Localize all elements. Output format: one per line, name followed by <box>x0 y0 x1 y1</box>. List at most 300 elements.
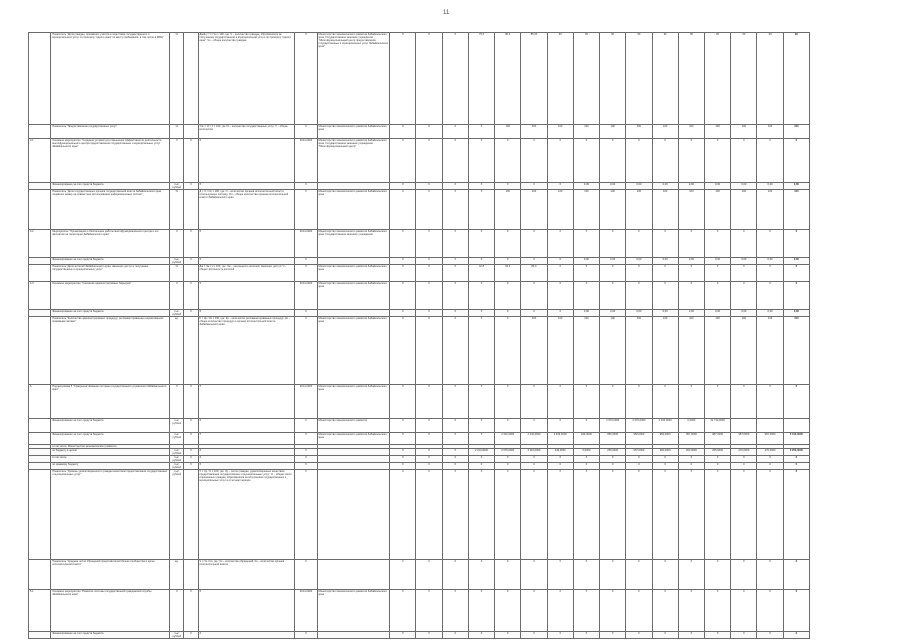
row-formula: X <box>198 449 295 456</box>
row-value: X <box>442 139 468 183</box>
row-flag: X <box>184 463 198 470</box>
row-value: 100 <box>495 190 521 230</box>
row-value: X <box>416 632 442 639</box>
row-value: X <box>390 419 416 433</box>
row-value: X <box>626 265 652 282</box>
row-value: X <box>573 385 599 419</box>
row-value: 2 079,0000 <box>495 449 521 456</box>
row-value: X <box>678 282 704 310</box>
row-value: 63,3 <box>495 265 521 282</box>
row-period: X <box>295 310 317 317</box>
row-number <box>29 310 51 317</box>
row-value: 100 <box>757 317 783 385</box>
row-value: X <box>573 282 599 310</box>
row-number <box>29 265 51 282</box>
row-value: 0,00 <box>705 310 731 317</box>
row-value: X <box>390 449 416 456</box>
row-value: X <box>547 230 573 258</box>
row-value: X <box>442 317 468 385</box>
row-value: X <box>390 560 416 590</box>
row-flag: X <box>184 590 198 632</box>
row-value: X <box>468 470 494 560</box>
row-value: X <box>573 265 599 282</box>
row-value: X <box>468 419 494 433</box>
row-unit: % <box>170 125 184 139</box>
row-number: 4.1 <box>29 139 51 183</box>
row-value: 0 <box>468 463 494 470</box>
table-row <box>29 139 810 183</box>
row-value: 90 <box>547 33 573 125</box>
row-value: X <box>468 560 494 590</box>
row-value: 2 444,0000 <box>521 433 547 445</box>
row-value: X <box>468 139 494 183</box>
row-value: X <box>547 139 573 183</box>
row-value: 100 <box>521 317 547 385</box>
row-value: X <box>652 560 678 590</box>
row-value: 100 <box>600 317 626 385</box>
row-value: X <box>468 125 494 139</box>
row-period: 2014-2020 <box>295 230 317 258</box>
row-value: 0,00 <box>600 310 626 317</box>
row-name: Финансирование за счет средств бюджета <box>51 310 170 317</box>
row-period: X <box>295 463 317 470</box>
row-value: X <box>731 139 757 183</box>
row-value: X <box>416 230 442 258</box>
row-formula: X <box>198 463 295 470</box>
row-period: 2014-2020 <box>295 590 317 632</box>
row-period: X <box>295 419 317 433</box>
row-value: X <box>442 632 468 639</box>
row-value: X <box>705 385 731 419</box>
row-responsible <box>317 463 390 470</box>
row-value: X <box>626 282 652 310</box>
row-name: Показатель "Доля жителей Забайкальского края, имеющих доступ к получению государственных и муниципальных услуг" <box>51 265 170 282</box>
row-value: 987,0000 <box>705 433 731 445</box>
row-value: X <box>495 385 521 419</box>
row-formula: X <box>198 456 295 463</box>
row-value: 0,00 <box>626 183 652 190</box>
row-formula: X <box>198 139 295 183</box>
row-value: X <box>442 230 468 258</box>
row-value: 0,00 <box>600 183 626 190</box>
row-period: 2014-2020 <box>295 385 317 419</box>
row-responsible <box>317 310 390 317</box>
row-value: 100 <box>731 190 757 230</box>
row-value: X <box>600 456 626 463</box>
row-value: X <box>573 590 599 632</box>
row-value: X <box>547 258 573 265</box>
row-value: X <box>600 560 626 590</box>
row-value: X <box>468 385 494 419</box>
row-value: X <box>390 317 416 385</box>
row-value: X <box>652 632 678 639</box>
row-value: X <box>416 385 442 419</box>
row-value: X <box>757 470 783 560</box>
row-name: Финансирование за счет средств бюджета <box>51 258 170 265</box>
row-value: X <box>783 265 809 282</box>
row-name: Показатель "Уровень удовлетворенности граждан качеством предоставления государственных и муниципальных услуг" <box>51 470 170 560</box>
row-value: X <box>705 560 731 590</box>
row-value: X <box>626 456 652 463</box>
row-value: 0 <box>705 463 731 470</box>
row-number <box>29 419 51 433</box>
row-value: X <box>573 139 599 183</box>
row-value: 100 <box>547 125 573 139</box>
row-value: 100 <box>757 190 783 230</box>
row-flag: X <box>184 449 198 456</box>
row-value: X <box>678 265 704 282</box>
row-unit: X <box>170 590 184 632</box>
row-unit: ед. <box>170 560 184 590</box>
row-value: 2 499,0000 <box>547 433 573 445</box>
row-value: X <box>678 560 704 590</box>
row-value: X <box>757 139 783 183</box>
row-value: X <box>783 230 809 258</box>
row-value: 2 070,0000 <box>626 419 652 433</box>
row-value: X <box>468 183 494 190</box>
row-value: 90 <box>626 33 652 125</box>
row-value: X <box>390 33 416 125</box>
row-flag: X <box>184 258 198 265</box>
row-value: X <box>416 139 442 183</box>
row-number <box>29 456 51 463</box>
row-value: 2 310,0000 <box>495 433 521 445</box>
row-number <box>29 258 51 265</box>
row-value: X <box>468 310 494 317</box>
row-value: X <box>600 230 626 258</box>
row-value: X <box>495 183 521 190</box>
row-value: X <box>521 590 547 632</box>
row-formula: X <box>198 385 295 419</box>
row-value: X <box>705 230 731 258</box>
row-value: X <box>521 258 547 265</box>
row-value: X <box>600 470 626 560</box>
row-flag <box>184 33 198 125</box>
row-name: Финансирование за счет средств бюджета <box>51 433 170 445</box>
row-flag <box>184 317 198 385</box>
row-value: 0 <box>783 463 809 470</box>
row-value: X <box>547 470 573 560</box>
row-flag: X <box>184 385 198 419</box>
row-value: X <box>678 470 704 560</box>
row-value: 32 710,0000 <box>705 419 731 433</box>
row-value: X <box>442 282 468 310</box>
row-value: 0,00 <box>652 310 678 317</box>
row-value: 90 <box>731 33 757 125</box>
row-name: по бюджету в целом <box>51 449 170 456</box>
row-value: 100 <box>652 190 678 230</box>
row-value: 0,00 <box>731 310 757 317</box>
table-row <box>29 317 810 385</box>
row-value: X <box>416 317 442 385</box>
row-value: X <box>731 470 757 560</box>
row-value: 100 <box>547 190 573 230</box>
row-name: Финансирование за счет средств бюджета <box>51 419 170 433</box>
row-value: X <box>390 282 416 310</box>
table-row <box>29 230 810 258</box>
row-value: X <box>600 265 626 282</box>
row-value: X <box>521 230 547 258</box>
program-table <box>28 32 810 638</box>
row-value: X <box>757 560 783 590</box>
row-value: 2 110,0000 <box>521 449 547 456</box>
row-number: 4.3 <box>29 282 51 310</box>
row-value: 100 <box>783 125 809 139</box>
row-value: X <box>547 183 573 190</box>
row-value: X <box>390 190 416 230</box>
row-value: 100 <box>573 125 599 139</box>
row-value: X <box>547 632 573 639</box>
row-period: 2014-2020 <box>295 139 317 183</box>
row-value: 950,0000 <box>652 433 678 445</box>
row-value: X <box>783 385 809 419</box>
row-unit: тыс. рублей <box>170 470 184 560</box>
row-value: X <box>600 632 626 639</box>
row-name: Показатель "Среднее число обращений представителей бизнес-сообщества в орган исполнительной власти" <box>51 560 170 590</box>
row-value: 100 <box>573 190 599 230</box>
row-value: 100 <box>783 190 809 230</box>
row-value: X <box>547 590 573 632</box>
row-period: X <box>295 265 317 282</box>
row-value <box>731 419 757 433</box>
row-flag <box>184 265 198 282</box>
row-number <box>29 463 51 470</box>
row-value: X <box>468 590 494 632</box>
row-responsible <box>317 470 390 560</box>
row-value: 950,0000 <box>626 433 652 445</box>
row-formula: X <box>198 310 295 317</box>
row-value: X <box>547 282 573 310</box>
row-value: 0,00 <box>573 310 599 317</box>
row-unit: % <box>170 33 184 125</box>
row-value: X <box>783 456 809 463</box>
row-unit: тыс. рублей <box>170 463 184 470</box>
row-unit: X <box>170 385 184 419</box>
row-value: 0,00 <box>652 183 678 190</box>
row-value: 265,0000 <box>705 449 731 456</box>
row-responsible <box>317 183 390 190</box>
row-name: Основное мероприятие "Создание условий для повышения эффективности деятельности многофункционального центра предоставления государственных и муниципальных услуг Забайкальского края" <box>51 139 170 183</box>
row-value: X <box>783 632 809 639</box>
row-value: X <box>442 449 468 456</box>
row-value: X <box>600 282 626 310</box>
row-value: X <box>573 456 599 463</box>
row-value: X <box>731 230 757 258</box>
row-formula: X <box>198 230 295 258</box>
row-unit: тыс. рублей <box>170 433 184 445</box>
row-value: X <box>783 139 809 183</box>
row-formula: Дмфц = Ч / Чо х 100, где: Ч – количество граждан, обратившихся за получением государственной и муниципальной услуги по принципу "одного окна"; Чо – общее количество граждан <box>198 33 295 125</box>
row-value: 260,0000 <box>678 449 704 456</box>
row-value: X <box>390 265 416 282</box>
row-value: X <box>495 230 521 258</box>
row-value: 950,0000 <box>600 433 626 445</box>
row-responsible: Министерство экономического развития Забайкальского края <box>317 433 390 445</box>
table-row <box>29 632 810 639</box>
row-period: X <box>295 258 317 265</box>
row-value: 83,0 <box>521 265 547 282</box>
row-value: X <box>390 183 416 190</box>
row-value: 0,00 <box>678 183 704 190</box>
row-value: X <box>678 456 704 463</box>
row-unit: тыс. рублей <box>170 310 184 317</box>
row-value: X <box>678 139 704 183</box>
row-value: X <box>442 183 468 190</box>
row-value: 42,8 <box>468 265 494 282</box>
row-value: X <box>468 190 494 230</box>
row-value: X <box>705 456 731 463</box>
row-value: X <box>783 470 809 560</box>
table-row <box>29 456 810 463</box>
row-unit: тыс. рублей <box>170 183 184 190</box>
row-value: 250,0000 <box>600 449 626 456</box>
row-value: 0,00 <box>705 183 731 190</box>
row-flag <box>184 190 198 230</box>
row-value: 90 <box>757 33 783 125</box>
row-value: X <box>495 317 521 385</box>
row-unit: ед. <box>170 317 184 385</box>
row-value: X <box>757 230 783 258</box>
row-value <box>757 419 783 433</box>
table-row <box>29 449 810 456</box>
row-value: 90 <box>573 33 599 125</box>
row-value: X <box>521 139 547 183</box>
row-value: X <box>652 282 678 310</box>
row-value: X <box>573 560 599 590</box>
row-value: 0,00 <box>783 258 809 265</box>
row-value: X <box>757 590 783 632</box>
row-value: X <box>416 310 442 317</box>
row-value: 0,00 <box>600 258 626 265</box>
row-value: X <box>783 590 809 632</box>
row-value: X <box>416 282 442 310</box>
row-value: X <box>416 258 442 265</box>
row-value: X <box>416 470 442 560</box>
row-value: 90 <box>783 33 809 125</box>
row-number <box>29 183 51 190</box>
row-value: X <box>442 463 468 470</box>
table-row <box>29 385 810 419</box>
row-value: 100 <box>705 125 731 139</box>
row-value: X <box>678 590 704 632</box>
table-row <box>29 310 810 317</box>
row-formula: X <box>198 590 295 632</box>
row-name: Показатель "Доля граждан, принявших участие в подготовке государственного и муниципального услуг по принципу "одного окна" по месту пребывания, в том числе в МФЦ" <box>51 33 170 125</box>
row-unit: % <box>170 265 184 282</box>
row-number: 4.2 <box>29 230 51 258</box>
table-row <box>29 33 810 125</box>
row-value: 0,00 <box>626 258 652 265</box>
row-value: 0,00 <box>731 258 757 265</box>
row-value: X <box>521 470 547 560</box>
row-value: 100 <box>757 125 783 139</box>
row-number <box>29 632 51 639</box>
row-value: 0 <box>573 463 599 470</box>
row-value: 0 <box>521 463 547 470</box>
row-value: X <box>416 463 442 470</box>
row-value: X <box>390 456 416 463</box>
row-value: X <box>757 456 783 463</box>
row-unit: тыс. рублей <box>170 419 184 433</box>
row-value: X <box>652 230 678 258</box>
row-value: X <box>626 590 652 632</box>
row-period: X <box>295 449 317 456</box>
row-flag: X <box>184 433 198 445</box>
row-responsible <box>317 449 390 456</box>
row-value: X <box>495 419 521 433</box>
row-formula: X <box>198 282 295 310</box>
row-name: Показатель "Доля государственных органов государственной власти Забайкальского края, подавших заявку на совместное использование информационных систем" <box>51 190 170 230</box>
row-value: X <box>495 560 521 590</box>
row-value: 100 <box>626 317 652 385</box>
row-value: X <box>442 258 468 265</box>
row-value: 2 160,0000 <box>652 419 678 433</box>
row-formula: X <box>198 632 295 639</box>
row-formula: X <box>198 419 295 433</box>
row-number <box>29 317 51 385</box>
row-value: 2 250,0000 <box>783 449 809 456</box>
row-value: 100 <box>678 317 704 385</box>
row-value: X <box>652 590 678 632</box>
row-value: 0 <box>678 463 704 470</box>
row-formula: Упс = Ус / У х 100, где Ус – количество государственных услуг; У – общее количество <box>198 125 295 139</box>
row-value: 0 <box>757 463 783 470</box>
row-value: X <box>468 258 494 265</box>
row-value: X <box>705 282 731 310</box>
row-responsible <box>317 258 390 265</box>
row-value: X <box>652 139 678 183</box>
row-value: X <box>626 470 652 560</box>
row-name: Показатель "Предоставление государственных услуг" <box>51 125 170 139</box>
row-value: X <box>626 139 652 183</box>
row-value: X <box>705 590 731 632</box>
row-period: X <box>295 33 317 125</box>
row-value: X <box>416 449 442 456</box>
row-value: X <box>390 470 416 560</box>
row-flag: X <box>184 282 198 310</box>
row-period: X <box>295 456 317 463</box>
row-value: X <box>442 470 468 560</box>
row-name: Основное мероприятие "Снижение административных барьеров" <box>51 282 170 310</box>
row-period: X <box>295 190 317 230</box>
row-value: X <box>521 282 547 310</box>
row-value: 100 <box>573 317 599 385</box>
row-value: X <box>416 190 442 230</box>
row-value: 100 <box>731 317 757 385</box>
row-number <box>29 470 51 560</box>
row-responsible: Министерство экономического развития Забайкальского края, Государственное казенное учреждение "Многофункциональный центр" <box>317 139 390 183</box>
row-value: X <box>521 456 547 463</box>
row-value: 949,0000 <box>573 433 599 445</box>
row-unit: X <box>170 230 184 258</box>
row-number <box>29 190 51 230</box>
row-value: 0,00 <box>757 183 783 190</box>
row-responsible <box>317 560 390 590</box>
row-value: 100 <box>626 125 652 139</box>
row-value: X <box>468 456 494 463</box>
row-flag: X <box>184 456 198 463</box>
row-name: в том числе <box>51 456 170 463</box>
row-value: X <box>390 230 416 258</box>
row-period: X <box>295 632 317 639</box>
row-unit: % <box>170 190 184 230</box>
row-value: X <box>678 632 704 639</box>
row-value: X <box>573 632 599 639</box>
row-value: 0,00 <box>731 183 757 190</box>
row-value: 100 <box>705 190 731 230</box>
row-name: Финансирование за счет средств бюджета <box>51 632 170 639</box>
row-value: 0,00 <box>757 258 783 265</box>
